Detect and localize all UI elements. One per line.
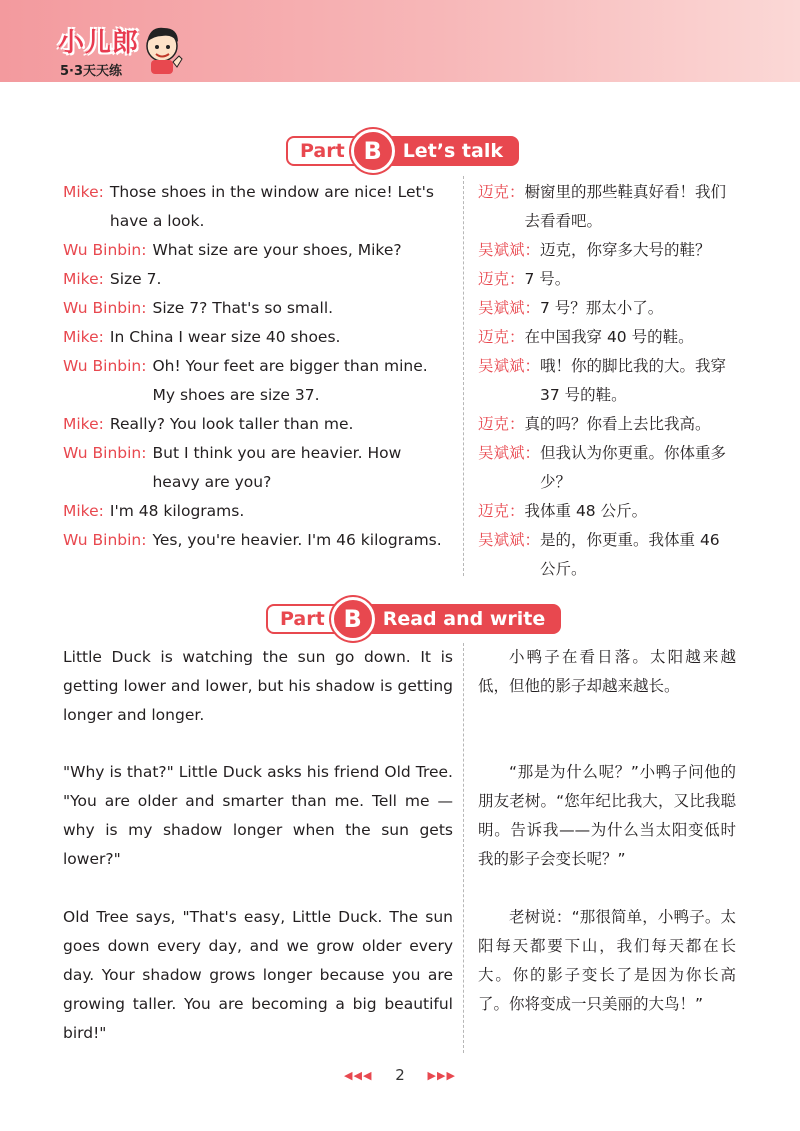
speaker-name: 迈克：	[478, 328, 525, 346]
read-paragraph-cn: 老树说：“那很简单，小鸭子。太阳每天都要下山，我们每天都在长大。你的影子变长了是因为你长高了。你将变成一只美丽的大鸟！”	[478, 908, 736, 1013]
utterance: 橱窗里的那些鞋真好看！我们去看看吧。	[524, 183, 727, 230]
section-title: Read and write	[365, 604, 562, 634]
section-header-read-and-write	[266, 597, 561, 641]
utterance: But I think you are heavier. How heavy are you?	[152, 444, 402, 491]
part-label: Part	[266, 604, 361, 634]
speaker-name: 迈克：	[478, 415, 525, 433]
speaker-name: 迈克：	[478, 183, 525, 201]
utterance: 是的，你更重。我体重 46 公斤。	[540, 531, 720, 578]
dialogue-line	[63, 265, 453, 294]
dialogue-line	[63, 526, 453, 555]
speaker-name: Wu Binbin:	[63, 241, 147, 259]
dialogue-chinese	[478, 178, 736, 584]
read-paragraph-cn: 小鸭子在看日落。太阳越来越低，但他的影子却越来越长。	[478, 648, 736, 695]
utterance: 真的吗？你看上去比我高。	[524, 415, 711, 433]
dialogue-english	[63, 178, 453, 555]
utterance: 但我认为你更重。你体重多少？	[540, 444, 727, 491]
utterance: Size 7? That's so small.	[152, 299, 334, 317]
speaker-name: 吴斌斌：	[478, 299, 541, 317]
utterance: Yes, you're heavier. I'm 46 kilograms.	[152, 531, 442, 549]
utterance: Oh! Your feet are bigger than mine. My shoes are size 37.	[152, 357, 428, 404]
utterance: In China I wear size 40 shoes.	[109, 328, 341, 346]
utterance: Those shoes in the window are nice! Let's have a look.	[109, 183, 434, 230]
speaker-name: Mike:	[63, 502, 104, 520]
speaker-name: 迈克：	[478, 502, 525, 520]
dialogue-line	[478, 352, 736, 410]
utterance: Really? You look taller than me.	[109, 415, 354, 433]
speaker-name: 吴斌斌：	[478, 357, 541, 375]
brand-series: 5·3天天练	[60, 64, 123, 79]
utterance: 在中国我穿 40 号的鞋。	[524, 328, 694, 346]
speaker-name: Wu Binbin:	[63, 531, 147, 549]
utterance: 7 号。	[524, 270, 571, 288]
section-header-lets-talk	[286, 129, 519, 173]
utterance: 哦！你的脚比我的大。我穿 37 号的鞋。	[540, 357, 727, 404]
utterance: What size are your shoes, Mike?	[152, 241, 402, 259]
part-label: Part	[286, 136, 381, 166]
brand-name: 小儿郎	[58, 28, 140, 58]
speaker-name: Mike:	[63, 183, 104, 201]
read-paragraph-en: "Why is that?" Little Duck asks his friend Old Tree. "You are older and smarter than me. Tell me — why is my shadow longer when the sun gets lower?"	[63, 763, 453, 868]
speaker-name: 吴斌斌：	[478, 444, 541, 462]
dialogue-line	[478, 439, 736, 497]
page-footer	[0, 1066, 800, 1084]
speaker-name: Wu Binbin:	[63, 299, 147, 317]
dialogue-line	[478, 410, 736, 439]
brand-logo	[52, 20, 192, 78]
section-title: Let’s talk	[385, 136, 519, 166]
utterance: Size 7.	[109, 270, 162, 288]
speaker-name: Mike:	[63, 270, 104, 288]
dialogue-line	[478, 236, 736, 265]
speaker-name: Mike:	[63, 415, 104, 433]
prev-arrows-icon: ◀◀◀	[344, 1069, 373, 1082]
dialogue-line	[63, 323, 453, 352]
read-paragraph-cn: “那是为什么呢？”小鸭子问他的朋友老树。“您年纪比我大，又比我聪明。告诉我——为什么当太阳变低时我的影子会变长呢？”	[478, 763, 736, 868]
page-number: 2	[395, 1066, 405, 1084]
read-paragraph-en: Little Duck is watching the sun go down. It is getting lower and lower, but his shadow is getting longer and longer.	[63, 648, 453, 724]
speaker-name: Wu Binbin:	[63, 357, 147, 375]
utterance: I'm 48 kilograms.	[109, 502, 245, 520]
dialogue-line	[63, 236, 453, 265]
utterance: 迈克，你穿多大号的鞋？	[540, 241, 711, 259]
part-letter: B	[351, 129, 395, 173]
dialogue-line	[63, 294, 453, 323]
dialogue-line	[63, 497, 453, 526]
mascot-boy-icon	[140, 20, 184, 76]
speaker-name: Wu Binbin:	[63, 444, 147, 462]
utterance: 我体重 48 公斤。	[524, 502, 648, 520]
read-paragraph-en: Old Tree says, "That's easy, Little Duck. The sun goes down every day, and we grow older every day. Your shadow grows longer because you are growing taller. You are becoming a big beautiful bird!"	[63, 908, 453, 1042]
speaker-name: Mike:	[63, 328, 104, 346]
dialogue-line	[478, 323, 736, 352]
dialogue-line	[63, 439, 453, 497]
dialogue-line	[63, 410, 453, 439]
dialogue-line	[478, 294, 736, 323]
dialogue-line	[478, 526, 736, 584]
utterance: 7 号？那太小了。	[540, 299, 664, 317]
dialogue-line	[63, 178, 453, 236]
speaker-name: 吴斌斌：	[478, 241, 541, 259]
dialogue-line	[478, 178, 736, 236]
next-arrows-icon: ▶▶▶	[427, 1069, 456, 1082]
dialogue-line	[478, 265, 736, 294]
dialogue-line	[63, 352, 453, 410]
column-divider	[463, 176, 464, 576]
speaker-name: 迈克：	[478, 270, 525, 288]
speaker-name: 吴斌斌：	[478, 531, 541, 549]
part-letter: B	[331, 597, 375, 641]
dialogue-line	[478, 497, 736, 526]
column-divider	[463, 643, 464, 1053]
